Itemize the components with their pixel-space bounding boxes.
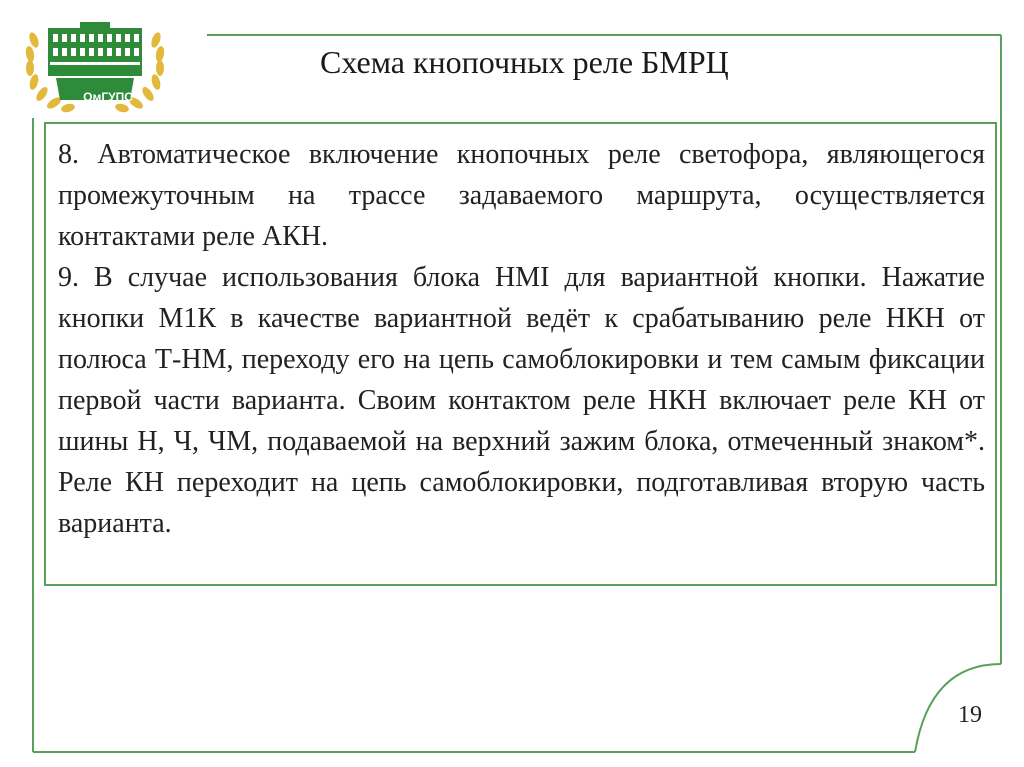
omgups-logo xyxy=(20,18,170,118)
paragraph-8: 8. Автоматическое включение кнопочных реле светофора, являющегося промежуточным на трассе задаваемого маршрута, осуществляется контактами реле АКН. xyxy=(58,139,985,252)
logo-text: ОмГУПС xyxy=(83,90,133,104)
content-box xyxy=(44,122,997,586)
page-title: Схема кнопочных реле БМРЦ xyxy=(320,44,729,80)
page-number: 19 xyxy=(958,702,982,728)
paragraph-9: 9. В случае использования блока НМI для вариантной кнопки. Нажатие кнопки М1К в качестве вариантной ведёт к срабатыванию реле НКН от полюса Т-НМ, переходу его на цепь самоблокировки и тем самым фиксации первой части варианта. Своим контактом реле НКН включает реле КН от шины Н, Ч, ЧМ, подаваемой на верхний зажим блока, отмеченный знаком*. Реле КН переходит на цепь самоблокировки, подготавливая вторую часть варианта. xyxy=(58,262,985,539)
